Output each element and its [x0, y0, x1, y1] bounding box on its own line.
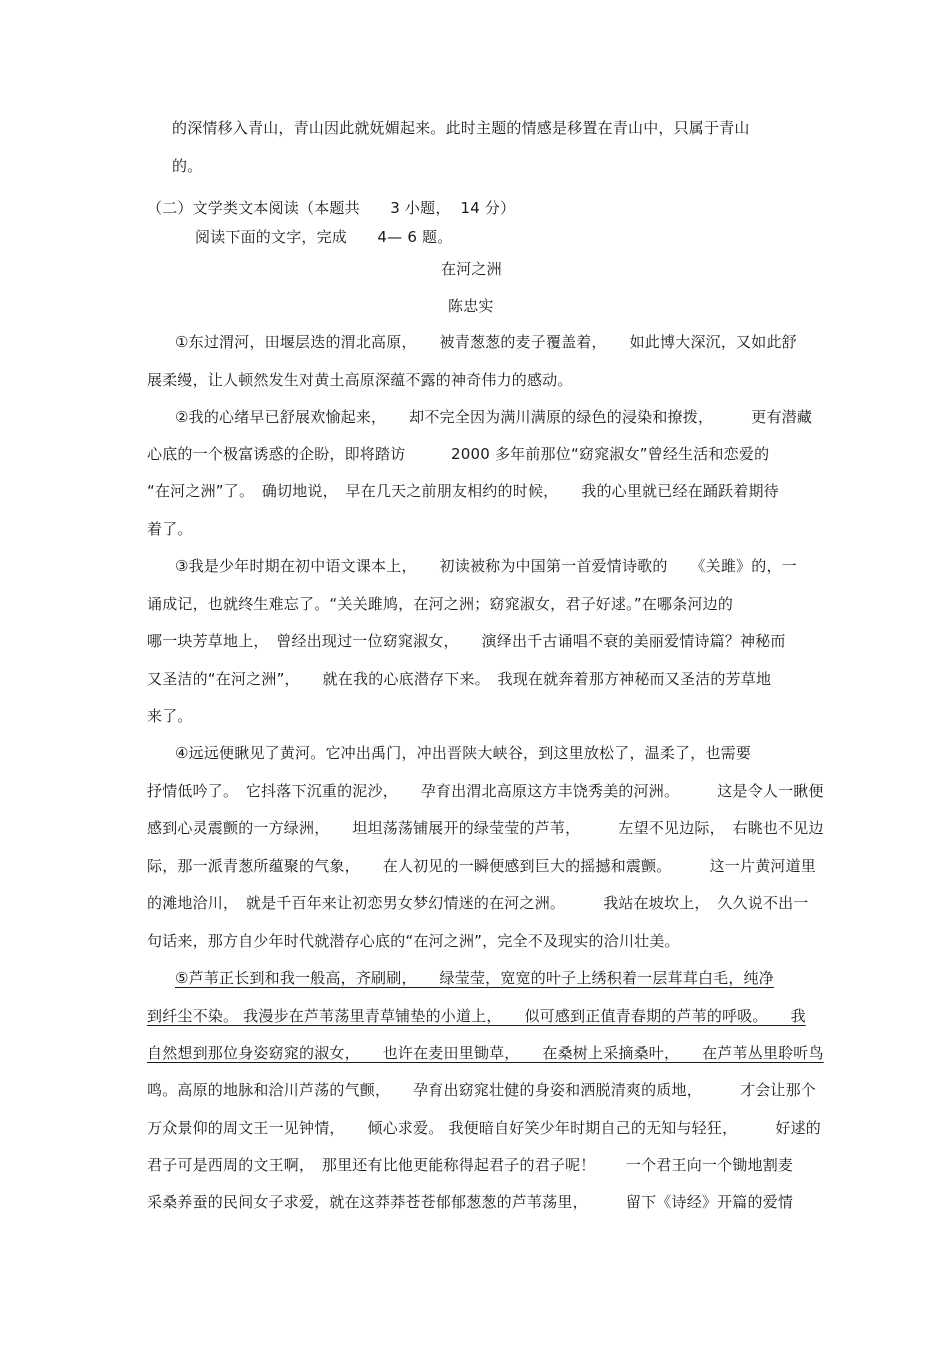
para-5-line-6: 君子可是西周的文王啊， 那里还有比他更能称得起君子的君子呢！ 一个君王向一个锄地割麦 [147, 1156, 794, 1174]
para-1-line-2: 展柔缦，让人顿然发生对黄土高原深蕴不露的神奇伟力的感动。 [147, 371, 573, 389]
para-4-line-1: ④远远便瞅见了黄河。它冲出禹门，冲出晋陕大峡谷，到这里放松了，温柔了，也需要 [175, 744, 752, 762]
para-4-line-4: 际，那一派青葱所蕴聚的气象， 在人初见的一瞬便感到巨大的摇撼和震颤。 这一片黄河道里 [147, 857, 817, 875]
para-5-line-5: 万众景仰的周文王一见钟情， 倾心求爱。 我便暗自好笑少年时期自己的无知与轻狂， 好逑的 [147, 1119, 821, 1137]
para-2-line-4: 着了。 [147, 520, 193, 538]
article-author: 陈忠实 [448, 297, 494, 315]
para-5-line-2: 到纤尘不染。 我漫步在芦苇荡里青草铺垫的小道上， 似可感到正值青春期的芦苇的呼吸。 我 [147, 1007, 806, 1025]
para-5-line-1: ⑤芦苇正长到和我一般高，齐刷刷， 绿莹莹，宽宽的叶子上绣积着一层茸茸白毛，纯净 [175, 969, 774, 987]
para-3-line-2: 诵成记，也就终生难忘了。“关关雎鸠，在河之洲；窈窕淑女，君子好逑。”在哪条河边的 [147, 595, 734, 613]
intro-line-2: 的。 [172, 157, 203, 175]
para-5-line-3: 自然想到那位身姿窈窕的淑女， 也许在麦田里锄草， 在桑树上采摘桑叶， 在芦苇丛里聆听鸟 [147, 1044, 824, 1062]
intro-line-1: 的深情移入青山，青山因此就妩媚起来。此时主题的情感是移置在青山中，只属于青山 [172, 119, 750, 137]
para-3-line-3: 哪一块芳草地上， 曾经出现过一位窈窕淑女， 演绎出千古诵唱不衰的美丽爱情诗篇？神秘而 [147, 632, 786, 650]
para-3-line-1: ③我是少年时期在初中语文课本上， 初读被称为中国第一首爱情诗歌的 《关雎》的，一 [175, 557, 797, 575]
section-heading: （二）文学类文本阅读（本题共 3 小题， 14 分） [147, 199, 516, 217]
para-4-line-6: 句话来，那方自少年时代就潜存心底的“在河之洲”，完全不及现实的洽川壮美。 [147, 932, 680, 950]
para-5-line-4: 鸣。高原的地脉和洽川芦荡的气颤， 孕育出窈窕壮健的身姿和洒脱清爽的质地， 才会让那个 [147, 1081, 817, 1099]
section-instruction: 阅读下面的文字，完成 4— 6 题。 [195, 228, 453, 246]
para-1-line-1: ①东过渭河，田堰层迭的渭北高原， 被青葱葱的麦子覆盖着， 如此博大深沉，又如此舒 [175, 333, 797, 351]
para-4-line-2: 抒情低吟了。 它抖落下沉重的泥沙， 孕育出渭北高原这方丰饶秀美的河洲。 这是令人一瞅便 [147, 782, 824, 800]
article-title: 在河之洲 [441, 260, 502, 278]
para-2-line-3: “在河之洲”了。 确切地说， 早在几天之前朋友相约的时候， 我的心里就已经在踊跃着期待 [147, 482, 779, 500]
para-2-line-2: 心底的一个极富诱惑的企盼，即将踏访 2000 多年前那位“窈窕淑女”曾经生活和恋爱的 [147, 445, 770, 463]
para-4-line-3: 感到心灵震颤的一方绿洲， 坦坦荡荡铺展开的绿莹莹的芦苇， 左望不见边际， 右眺也不见边 [147, 819, 824, 837]
para-2-line-1: ②我的心绪早已舒展欢愉起来， 却不完全因为满川满原的绿色的浸染和撩拨， 更有潜藏 [175, 408, 813, 426]
para-4-line-5: 的滩地洽川， 就是千百年来让初恋男女梦幻情迷的在河之洲。 我站在坡坎上， 久久说不出一 [147, 894, 809, 912]
para-5-line-7: 采桑养蚕的民间女子求爱，就在这莽莽苍苍郁郁葱葱的芦苇荡里， 留下《诗经》开篇的爱情 [147, 1193, 794, 1211]
para-3-line-5: 来了。 [147, 707, 193, 725]
para-3-line-4: 又圣洁的“在河之洲”， 就在我的心底潜存下来。 我现在就奔着那方神秘而又圣洁的芳草地 [147, 670, 772, 688]
